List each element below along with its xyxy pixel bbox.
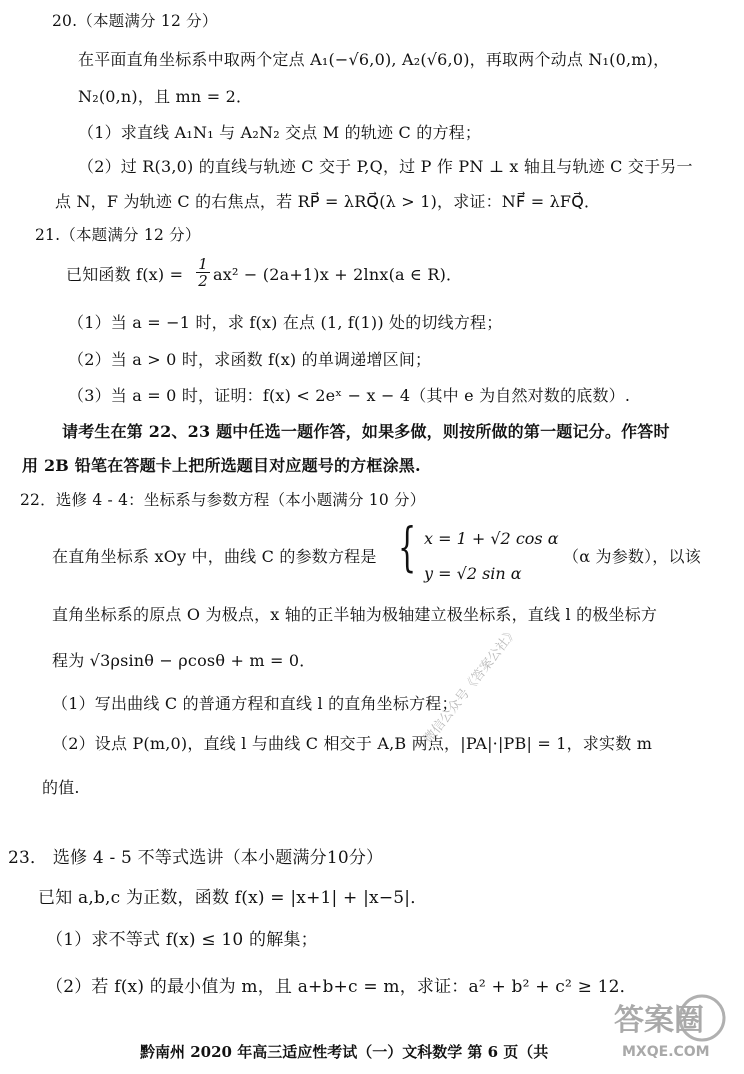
q23-intro: 已知 a,b,c 为正数，函数 f(x) = |x+1| + |x−5|．: [38, 888, 428, 908]
q21-half-fraction: [196, 256, 210, 289]
q20-line2: N₂(0,n)，且 mn = 2．: [78, 87, 253, 106]
instruction-line2: 用 2B 铅笔在答题卡上把所选题目对应题号的方框涂黑.: [22, 456, 421, 475]
q21-intro-prefix: 已知函数 f(x) =: [66, 265, 184, 284]
watermark-logo: [574, 990, 734, 1062]
q22-line2: 直角坐标系的原点 O 为极点，x 轴的正半轴为极轴建立极坐标系，直线 l 的极坐标方: [52, 605, 658, 624]
q21-intro-suffix: ax² − (2a+1)x + 2lnx(a ∈ R)．: [213, 265, 463, 284]
q20-part2a: （2）过 R(3,0) 的直线与轨迹 C 交于 P,Q，过 P 作 PN ⊥ x 轴且与轨迹 C 交于另一: [78, 157, 693, 176]
q21-header: 21.（本题满分 12 分）: [35, 226, 201, 244]
q21-part3: （3）当 a = 0 时，证明：f(x) < 2eˣ − x − 4（其中 e 为自然对数的底数）.: [68, 386, 631, 405]
q21-part2: （2）当 a > 0 时，求函数 f(x) 的单调递增区间；: [68, 350, 432, 369]
q22-intro-prefix: 在直角坐标系 xOy 中，曲线 C 的参数方程是: [52, 547, 377, 566]
q22-header: 22．选修 4 - 4：坐标系与参数方程（本小题满分 10 分）: [20, 491, 426, 509]
q22-part2a: （2）设点 P(m,0)，直线 l 与曲线 C 相交于 A,B 两点，|PA|·|PB| = 1，求实数 m: [52, 734, 653, 753]
q22-eq2: y = √2 sin α: [424, 564, 522, 583]
logo-subtext: MXQE.COM: [622, 1044, 710, 1060]
q22-system-brace: {: [398, 518, 417, 578]
page-footer: 黔南州 2020 年高三适应性考试（一）文科数学 第 6 页（共: [140, 1043, 549, 1061]
instruction-line1: 请考生在第 22、23 题中任选一题作答，如果多做，则按所做的第一题记分。作答时: [62, 422, 670, 441]
q21-part1: （1）当 a = −1 时，求 f(x) 在点 (1, f(1)) 处的切线方程；: [68, 313, 503, 332]
q22-line3: 程为 √3ρsinθ − ρcosθ + m = 0．: [52, 651, 316, 670]
q22-eq1: x = 1 + √2 cos α: [424, 529, 559, 548]
logo-text: 答案圈: [614, 1003, 704, 1038]
q20-header: 20.（本题满分 12 分）: [52, 12, 218, 30]
q22-intro-suffix: （α 为参数），以该: [563, 547, 701, 566]
q21-frac-numerator: 1: [196, 256, 210, 273]
q20-line1: 在平面直角坐标系中取两个定点 A₁(−√6,0), A₂(√6,0)，再取两个动点 N₁(0,m)，: [78, 50, 670, 69]
q23-part2: （2）若 f(x) 的最小值为 m，且 a+b+c = m，求证：a² + b² + c² ≥ 12．: [46, 977, 637, 997]
q21-frac-denominator: 2: [198, 272, 208, 290]
diagonal-watermark: 微信公众号《答案公社》: [421, 624, 522, 747]
q23-part1: （1）求不等式 f(x) ≤ 10 的解集；: [46, 930, 318, 950]
q20-part1: （1）求直线 A₁N₁ 与 A₂N₂ 交点 M 的轨迹 C 的方程；: [78, 123, 482, 142]
q23-header: 23． 选修 4 - 5 不等式选讲（本小题满分10分）: [8, 848, 384, 868]
q22-part1: （1）写出曲线 C 的普通方程和直线 l 的直角坐标方程；: [52, 694, 458, 713]
q20-part2b: 点 N，F 为轨迹 C 的右焦点，若 RP⃗ = λRQ⃗(λ > 1)，求证：NF⃗ = λFQ⃗．: [55, 192, 601, 211]
q22-part2b: 的值.: [42, 778, 80, 797]
